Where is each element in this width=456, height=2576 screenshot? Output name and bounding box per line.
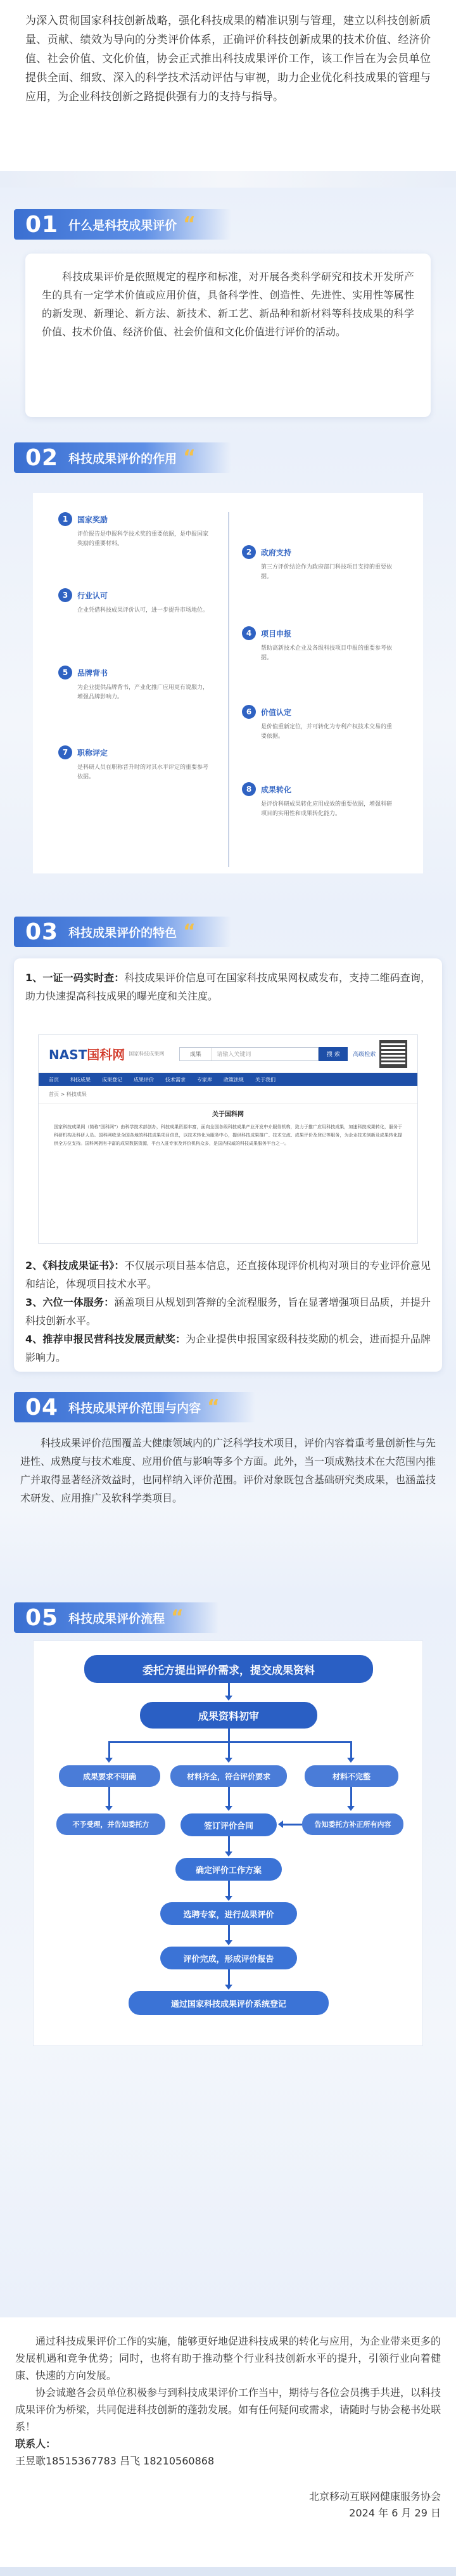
arrow-down-icon [347, 1758, 355, 1763]
flow-step-register: 通过国家科技成果评价系统登记 [129, 1991, 329, 2015]
section-title: 什么是科技成果评价 [68, 218, 177, 233]
role-title: 成果转化 [261, 785, 292, 794]
flow-branch-complete: 材料齐全，符合评价要求 [170, 1765, 287, 1787]
arrow-down-icon [105, 1758, 113, 1763]
role-title: 行业认可 [77, 591, 108, 600]
role-title: 职称评定 [77, 748, 108, 757]
role-number: 5 [58, 666, 72, 679]
quote-icon: “ [171, 1606, 184, 1628]
advanced-search-link[interactable]: 高级检索 [353, 1052, 376, 1058]
closing-para-1: 通过科技成果评价工作的实施，能够更好地促进科技成果的转化与应用，为企业带来更多的发展机遇和竞争优势；同时，也将有助于推动整个行业科技创新水平的提升，引领行业向着健康、快速的方向发展。 [15, 2335, 441, 2381]
feature-4-title: 4、推荐申报民营科技发展贡献奖： [25, 1333, 186, 1345]
arrow-down-icon [225, 1806, 232, 1811]
content-card [14, 958, 442, 1372]
role-number: 7 [58, 745, 72, 759]
section-header [14, 917, 231, 947]
nav-item[interactable]: 首页 [49, 1076, 59, 1083]
quote-icon: “ [183, 213, 196, 235]
arrow-down-icon [105, 1806, 113, 1811]
section-process [0, 1594, 456, 2317]
arrow-down-icon [225, 1852, 232, 1857]
section-title: 科技成果评价流程 [68, 1611, 165, 1626]
org-name: 北京移动互联网健康服务协会 [308, 2490, 441, 2502]
role-number: 4 [242, 626, 256, 640]
nast-logo-sub: 国家科技成果网 [129, 1051, 165, 1057]
role-title: 品牌背书 [77, 668, 108, 678]
sign-date: 2024 年 6 月 29 日 [349, 2507, 441, 2519]
shot-body-text: 国家科技成果网（简称"国科网"）由科学技术部创办，科技成果资源丰富，面向全国各级科技成果产业开发中介服务机构，致力于推广应用科技成果，加速科技成果转化，服务于科研机构及科研人员。国科网收录全国各地的科技成果项目信息，以技术转化为服务中心，提供科技成果推广、技术交流、成果评价及登记等服务，为企业技术创新及成果转化提供全方位支持。国科网拥有丰富的成果数据资源，平台入驻专家及评价机构众多，是国内权威的科技成果服务平台之一。 [54, 1124, 402, 1146]
section-header [14, 442, 231, 473]
flow-step-contract: 签订评价合同 [180, 1813, 277, 1836]
role-number: 8 [242, 782, 256, 796]
role-desc: 是科研人员在职称晋升时的对其水平评定的重要参考依据。 [77, 764, 209, 780]
role-item [58, 512, 210, 549]
role-number: 2 [242, 545, 256, 559]
search-select[interactable]: 成果 [180, 1048, 212, 1060]
arrow-down-icon [225, 1758, 232, 1763]
role-desc: 为企业提供品牌背书，产业化推广应用更有说服力，增强品牌影响力。 [77, 685, 209, 700]
role-desc: 企业凭借科技成果评价认可，进一步提升市场地位。 [77, 607, 209, 614]
role-desc: 是评价科研成果转化应用成效的重要依据，增强科研项目的实用性和成果转化能力。 [261, 801, 393, 817]
arrow-down-icon [225, 1940, 232, 1945]
feature-2-title: 2、《科技成果证书》： [25, 1259, 125, 1272]
flow-branch-unclear: 成果要求不明确 [59, 1765, 160, 1787]
flow-step-experts: 选聘专家，进行成果评价 [160, 1902, 297, 1925]
role-item [58, 745, 210, 782]
contact-info: 王昱歌18515367783 吕飞 18210560868 [15, 2455, 215, 2467]
search-button[interactable]: 搜 索 [319, 1047, 348, 1061]
section-title: 科技成果评价范围与内容 [68, 1401, 201, 1415]
flow-step-plan: 确定评价工作方案 [175, 1858, 282, 1881]
role-number: 3 [58, 588, 72, 602]
features-list [25, 1256, 431, 1367]
section-number: 03 [25, 918, 59, 945]
feature-1-title: 1、一证一码实时查： [25, 972, 125, 984]
role-item [242, 626, 394, 663]
content-card [25, 254, 431, 417]
nav-item[interactable]: 科技成果 [70, 1076, 91, 1083]
intro-text: 为深入贯彻国家科技创新战略，强化科技成果的精准识别与管理，建立以科技创新质量、贡献、绩效为导向的分类评价体系，正确评价科技创新成果的技术价值、经济价值、社会价值、文化价值，协会正式推出科技成果评价工作，该工作旨在为会员单位提供全面、细致、深入的科学技术活动评估与审视，助力企业优化科技成果的管理与应用，为企业科技创新之路提供强有力的支持与指导。 [25, 15, 431, 103]
nav-item[interactable]: 专家库 [197, 1076, 212, 1083]
breadcrumb: 首页 > 科技成果 [39, 1086, 417, 1104]
role-desc: 第三方评价结论作为政府部门科技项目支持的重要依据。 [261, 564, 393, 580]
role-desc: 帮助高新技术企业及各级科技项目申报的重要参考依据。 [261, 645, 393, 661]
bottom-divider [0, 2567, 456, 2576]
feature-3-text: 涵盖项目从规划到答辩的全流程服务，旨在显著增强项目品质，并提升科技创新水平。 [25, 1296, 431, 1327]
feature-3-title: 3、六位一体服务： [25, 1296, 115, 1308]
quote-icon: “ [183, 920, 196, 943]
section-number: 04 [25, 1394, 59, 1420]
section-header [14, 209, 231, 240]
quote-icon: “ [183, 446, 196, 468]
roles-roadmap [33, 493, 423, 873]
section-text: 科技成果评价是依照规定的程序和标准，对开展各类科学研究和技术开发所产生的具有一定学术价值或应用价值，具备科学性、创造性、先进性、实用性等属性的新发现、新理论、新方法、新技术、新工艺、新品种和新材料等科技成果的科学价值、技术价值、经济价值、社会价值和文化价值进行评价的活动。 [42, 271, 414, 338]
feature-1 [25, 969, 431, 1005]
feature-1-text: 科技成果评价信息可在国家科技成果网权威发布，支持二维码查询，助力快速提高科技成果的曝光度和关注度。 [25, 972, 431, 1002]
arrow-down-icon [225, 1985, 232, 1990]
flow-start: 委托方提出评价需求，提交成果资料 [84, 1655, 373, 1683]
section-number: 01 [25, 211, 59, 238]
flow-review: 成果资料初审 [140, 1702, 317, 1729]
intro-divider [0, 171, 456, 188]
arrow-down-icon [225, 1896, 232, 1901]
nav-item[interactable]: 成果评价 [134, 1076, 154, 1083]
section-what-is [0, 188, 456, 439]
search-input[interactable]: 请输入关键词 [217, 1052, 251, 1058]
section-scope [0, 1381, 456, 1594]
scope-text-block [20, 1434, 436, 1507]
role-item [242, 705, 394, 742]
role-title: 项目申报 [261, 629, 292, 638]
role-item [58, 666, 210, 702]
nast-nav [39, 1073, 417, 1086]
role-item [58, 588, 210, 615]
nav-item[interactable]: 技术需求 [165, 1076, 186, 1083]
arrow-down-icon [347, 1806, 355, 1811]
flow-step-report: 评价完成，形成评价报告 [160, 1947, 297, 1969]
role-title: 价值认定 [261, 707, 292, 717]
qr-code-icon [379, 1040, 407, 1068]
nav-item[interactable]: 政策法规 [224, 1076, 244, 1083]
section-roles [0, 439, 456, 913]
process-flowchart [33, 1640, 423, 2046]
section-header [14, 1602, 219, 1633]
feature-2 [25, 1256, 431, 1293]
role-title: 政府支持 [261, 548, 292, 557]
section-title: 科技成果评价的特色 [68, 925, 177, 940]
quote-icon: “ [207, 1396, 220, 1418]
nav-item[interactable]: 关于我们 [255, 1076, 276, 1083]
feature-3 [25, 1293, 431, 1330]
section-title: 科技成果评价的作用 [68, 451, 177, 466]
shot-page-title: 关于国科网 [212, 1111, 244, 1118]
feature-4-text: 为企业提供申报国家级科技奖励的机会，进而提升品牌影响力。 [25, 1333, 431, 1363]
nast-logo: NAST国科网 [49, 1047, 125, 1062]
section-header [14, 1392, 255, 1422]
flow-reject: 不予受理，并告知委托方 [56, 1813, 165, 1835]
section-number: 05 [25, 1604, 59, 1631]
feature-4 [25, 1330, 431, 1367]
closing-block [0, 2317, 456, 2576]
role-desc: 是价值重新定位，并可转化为专利产权技术交易的重要依据。 [261, 724, 393, 740]
role-item [242, 782, 394, 819]
roadmap-line [228, 512, 229, 867]
closing-para-2: 协会诚邀各会员单位积极参与到科技成果评价工作当中，期待与各位会员携手共进，以科技成果评价为桥梁，共同促进科技创新的蓬勃发展。如有任何疑问或需求，请随时与协会秘书处联系！ [15, 2386, 441, 2433]
role-desc: 评价报告是申报科学技术奖的重要依据，是申报国家奖励的重要材料。 [77, 531, 209, 547]
flow-branch-incomplete: 材料不完整 [305, 1765, 398, 1787]
section-text: 科技成果评价范围覆盖大健康领域内的广泛科学技术项目，评价内容着重考量创新性与先进性、成熟度与技术难度、应用价值与影响等多个方面。此外，当一项成熟技术在大范围内推广并取得显著经济效益时，也同样纳入评价范围。评价对象既包含基础研究类成果，也涵盖技术研发、应用推广及软科学类项目。 [20, 1437, 436, 1504]
role-title: 国家奖励 [77, 515, 108, 524]
role-number: 1 [58, 512, 72, 526]
role-number: 6 [242, 705, 256, 719]
arrow-left-icon [278, 1820, 283, 1828]
section-features [0, 913, 456, 1381]
role-item [242, 545, 394, 582]
intro-block [0, 0, 456, 188]
flow-supplement: 告知委托方补正所有内容 [302, 1813, 403, 1835]
feature-2-text: 不仅展示项目基本信息，还直接体现评价机构对项目的专业评价意见和结论，体现项目技术水平。 [25, 1259, 431, 1290]
nast-search-box[interactable] [179, 1047, 319, 1061]
section-number: 02 [25, 444, 59, 471]
arrow-down-icon [225, 1696, 232, 1701]
nast-screenshot [38, 1034, 418, 1244]
contact-label: 联系人： [15, 2438, 56, 2450]
nav-item[interactable]: 成果登记 [102, 1076, 122, 1083]
